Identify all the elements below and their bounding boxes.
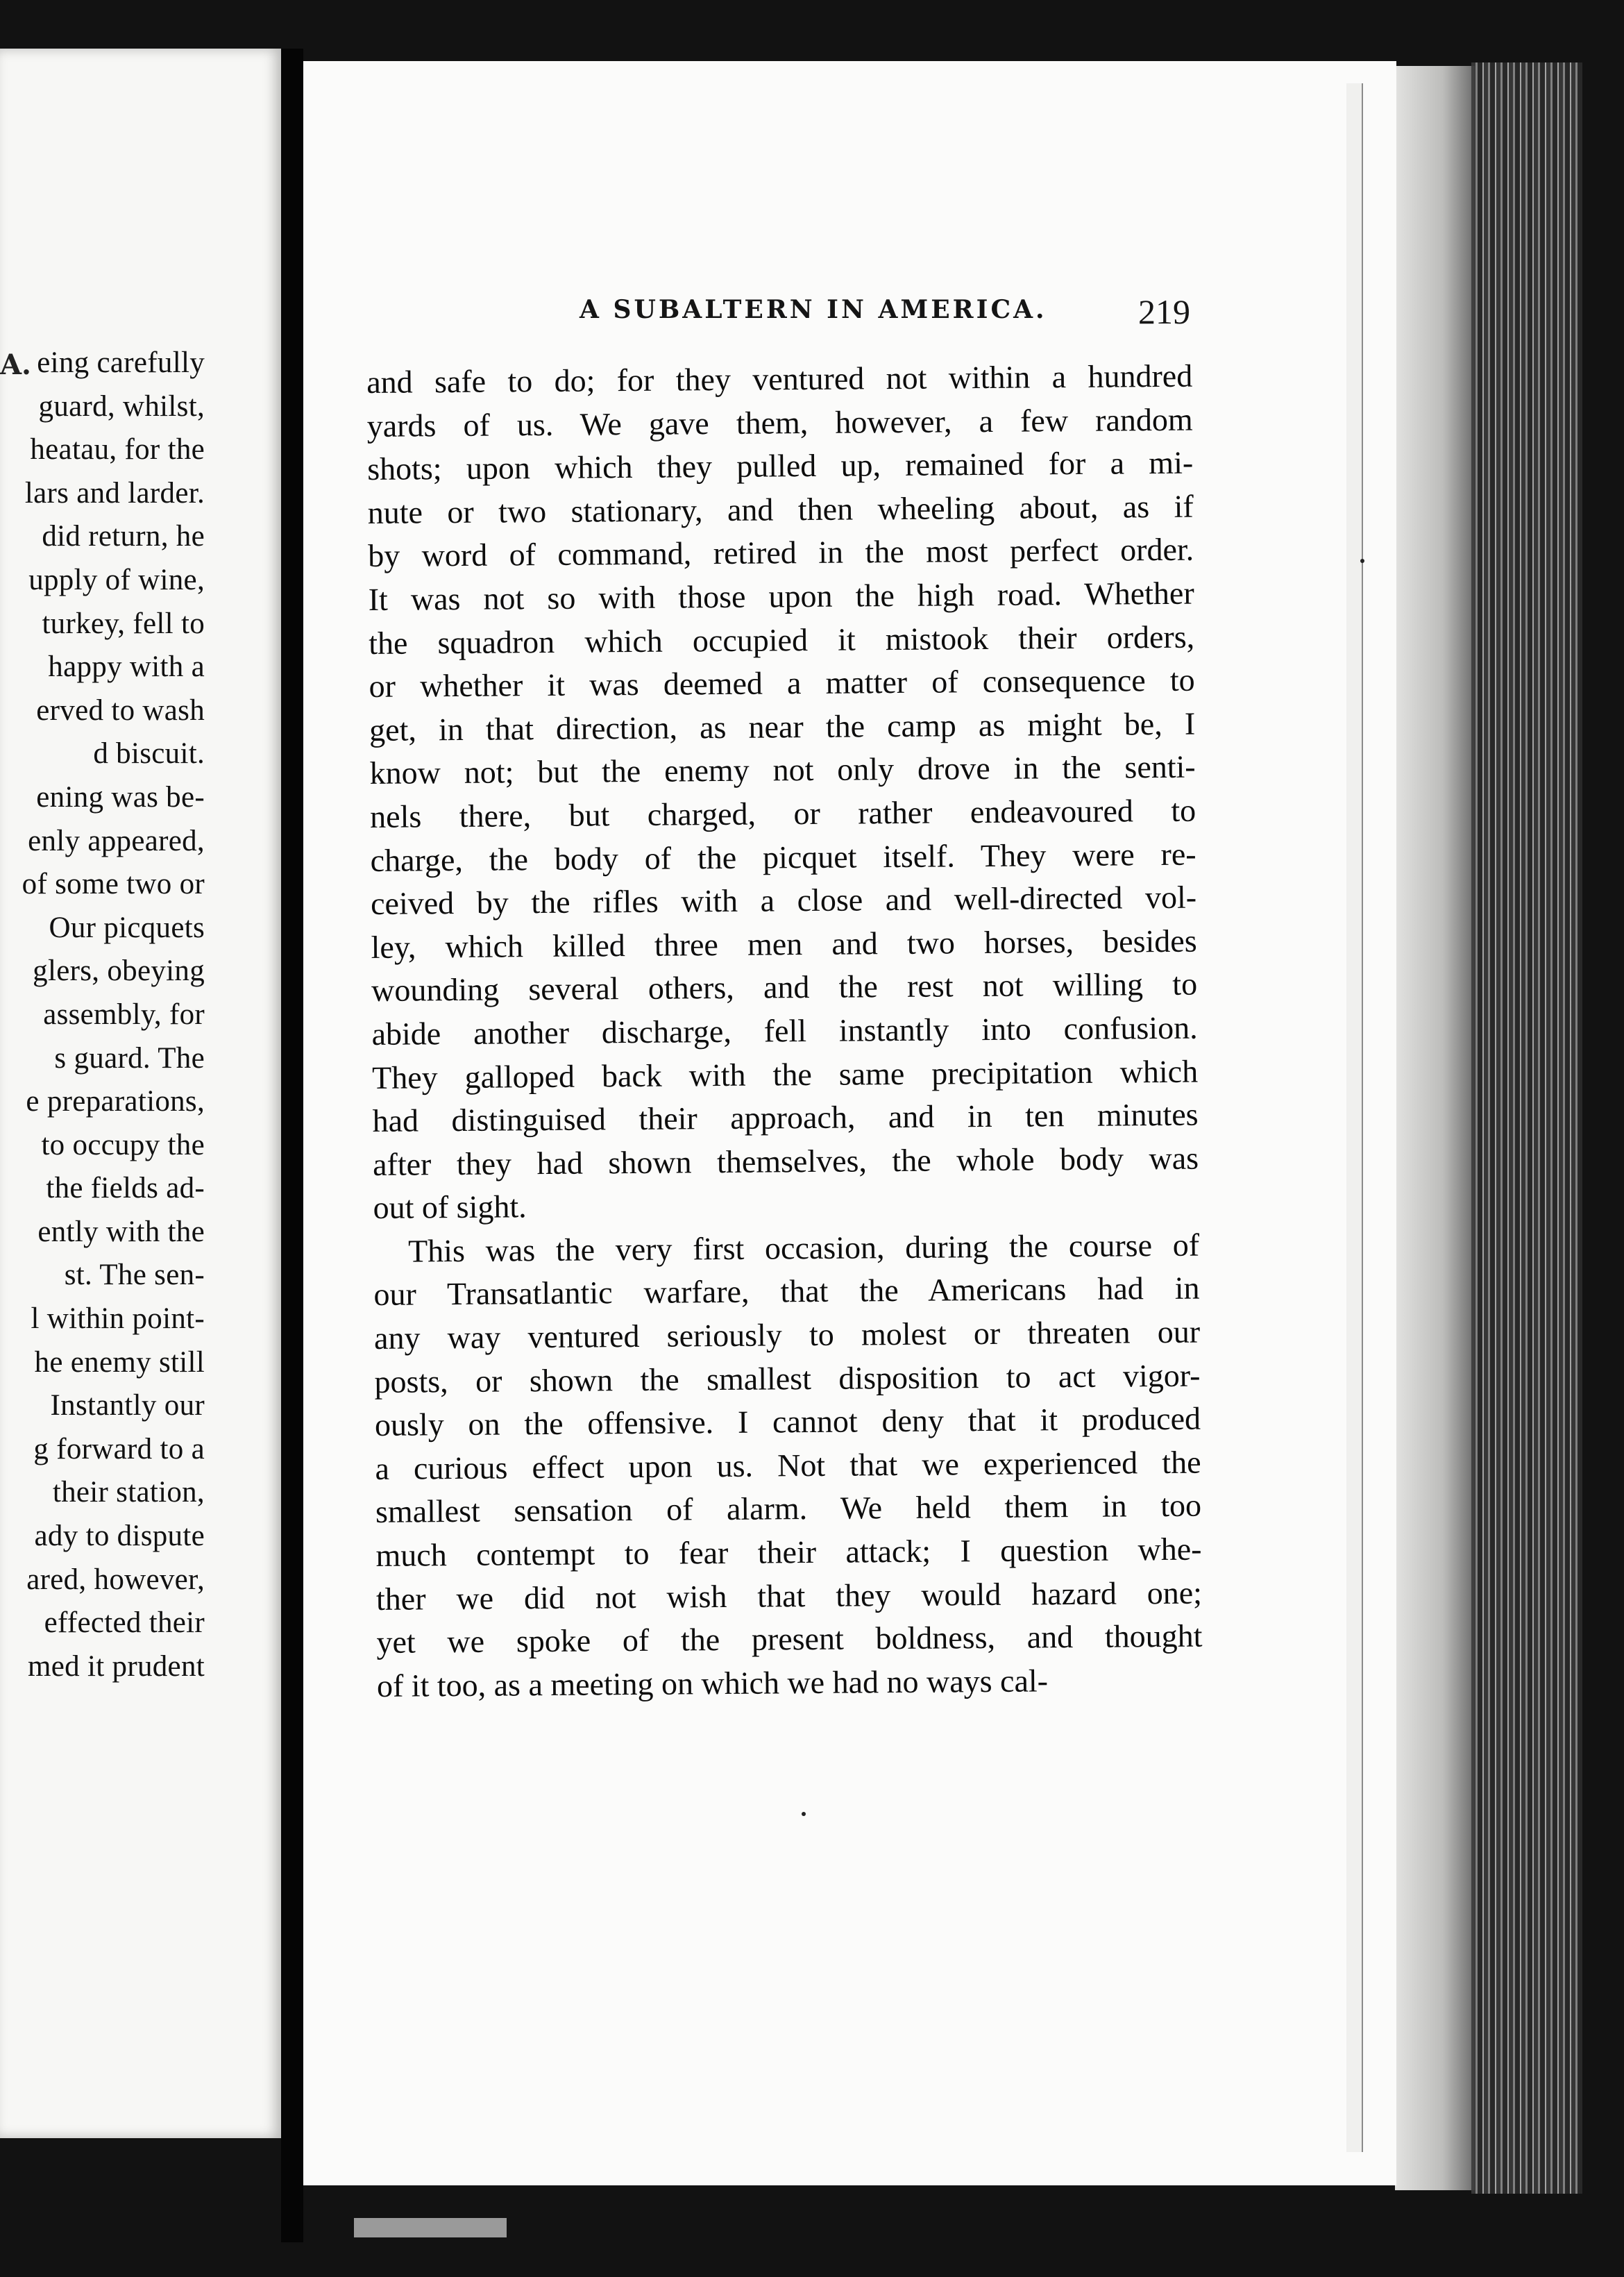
previous-page-line: lars and larder. bbox=[24, 476, 205, 510]
text-line: out of sight. bbox=[373, 1188, 527, 1226]
text-line: nute or two stationary, and then wheeling about, as if bbox=[367, 488, 1194, 530]
previous-page-line: ening was be- bbox=[36, 780, 205, 814]
previous-page-line: ady to dispute bbox=[34, 1520, 205, 1553]
previous-page-line: s guard. The bbox=[54, 1041, 205, 1075]
text-line: wounding several others, and the rest not willing to bbox=[371, 966, 1198, 1009]
text-line: and safe to do; for they ventured not within a hundred bbox=[366, 358, 1193, 400]
previous-page-line: of some two or bbox=[22, 868, 205, 901]
text-line: ceived by the rifles with a close and well-directed vol- bbox=[370, 879, 1197, 922]
text-line: yet we spoke of the present boldness, and thought bbox=[376, 1618, 1203, 1661]
previous-page-line: l within point- bbox=[31, 1302, 205, 1336]
previous-page-line: erved to wash bbox=[36, 694, 205, 727]
page-stack-edge bbox=[1395, 66, 1475, 2190]
previous-page-line: their station, bbox=[52, 1476, 205, 1509]
previous-page-line: eing carefully bbox=[37, 346, 205, 379]
page-body-text bbox=[366, 355, 1203, 1708]
text-line: by word of command, retired in the most perfect order. bbox=[368, 532, 1194, 574]
ink-speck bbox=[1360, 559, 1364, 563]
text-line: the squadron which occupied it mistook their orders, bbox=[368, 619, 1195, 661]
previous-page-text bbox=[22, 342, 205, 1688]
previous-page-line: guard, whilst, bbox=[38, 389, 205, 423]
previous-page-line: did return, he bbox=[42, 520, 205, 553]
text-line: know not; but the enemy not only drove in the senti- bbox=[369, 748, 1196, 791]
previous-page-line: ently with the bbox=[37, 1215, 205, 1248]
text-line: of it too, as a meeting on which we had no ways cal- bbox=[376, 1663, 1049, 1704]
text-line: had distinguised their approach, and in ten minutes bbox=[372, 1096, 1199, 1139]
text-line: This was the very first occasion, during the course of bbox=[407, 1227, 1200, 1269]
paragraph bbox=[366, 355, 1199, 1230]
paragraph bbox=[373, 1223, 1203, 1708]
previous-page-line: Our picquets bbox=[49, 911, 205, 944]
previous-page-line: glers, obeying bbox=[33, 955, 205, 988]
previous-page-running-head: A. bbox=[0, 348, 31, 381]
previous-page-line: ared, however, bbox=[26, 1563, 205, 1596]
previous-page-line: d biscuit. bbox=[93, 737, 205, 771]
text-line: get, in that direction, as near the camp as might be, I bbox=[369, 705, 1196, 748]
text-line: ously on the offensive. I cannot deny that it produced bbox=[374, 1400, 1201, 1443]
previous-page-line: heatau, for the bbox=[30, 433, 205, 467]
running-head: A SUBALTERN IN AMERICA. bbox=[580, 295, 1047, 324]
text-line: It was not so with those upon the high road. Whether bbox=[368, 575, 1194, 617]
text-line: abide another discharge, fell instantly into confusion. bbox=[371, 1009, 1198, 1052]
previous-page-line: to occupy the bbox=[41, 1128, 205, 1161]
previous-page-line: e preparations, bbox=[26, 1085, 205, 1118]
book-fore-edge bbox=[1471, 62, 1582, 2194]
text-line: a curious effect upon us. Not that we experienced the bbox=[375, 1444, 1201, 1486]
previous-page-line: turkey, fell to bbox=[42, 607, 205, 640]
text-line: much contempt to fear their attack; I question whe- bbox=[375, 1531, 1202, 1573]
previous-page-line: upply of wine, bbox=[28, 563, 205, 596]
previous-page-line: assembly, for bbox=[43, 998, 205, 1031]
previous-page-line: he enemy still bbox=[34, 1345, 205, 1379]
text-line: smallest sensation of alarm. We held them in too bbox=[375, 1488, 1202, 1530]
text-line: charge, the body of the picquet itself. They were re- bbox=[370, 836, 1196, 878]
previous-page-line: st. The sen- bbox=[64, 1259, 205, 1292]
previous-page-line: med it prudent bbox=[28, 1649, 205, 1683]
previous-page-line: Instantly our bbox=[50, 1389, 205, 1422]
text-line: ther we did not wish that they would hazard one; bbox=[375, 1574, 1203, 1617]
scan-edge-stripe bbox=[354, 2218, 507, 2237]
previous-page bbox=[0, 49, 281, 2138]
text-line: posts, or shown the smallest disposition to act vigor- bbox=[374, 1357, 1201, 1400]
text-line: or whether it was deemed a matter of consequence to bbox=[369, 662, 1195, 705]
text-line: yards of us. We gave them, however, a few random bbox=[366, 401, 1193, 444]
book-gutter bbox=[281, 49, 303, 2242]
previous-page-line: the fields ad- bbox=[46, 1172, 205, 1205]
text-line: shots; upon which they pulled up, remained for a mi- bbox=[367, 444, 1194, 487]
page-number: 219 bbox=[1138, 292, 1190, 331]
text-line: any way ventured seriously to molest or threaten our bbox=[373, 1313, 1201, 1356]
text-line: our Transatlantic warfare, that the Americans had in bbox=[373, 1270, 1200, 1313]
previous-page-line: effected their bbox=[44, 1606, 205, 1640]
text-line: after they had shown themselves, the whole body was bbox=[372, 1140, 1199, 1182]
previous-page-line: happy with a bbox=[48, 650, 205, 684]
text-line: ley, which killed three men and two horses, besides bbox=[371, 923, 1197, 965]
ink-speck bbox=[802, 1812, 806, 1816]
text-line: nels there, but charged, or rather endeavoured to bbox=[369, 792, 1196, 834]
previous-page-line: g forward to a bbox=[33, 1432, 205, 1465]
page-deckle-edge bbox=[1346, 83, 1363, 2152]
text-line: They galloped back with the same precipitation which bbox=[371, 1053, 1199, 1095]
previous-page-line: enly appeared, bbox=[28, 824, 205, 857]
